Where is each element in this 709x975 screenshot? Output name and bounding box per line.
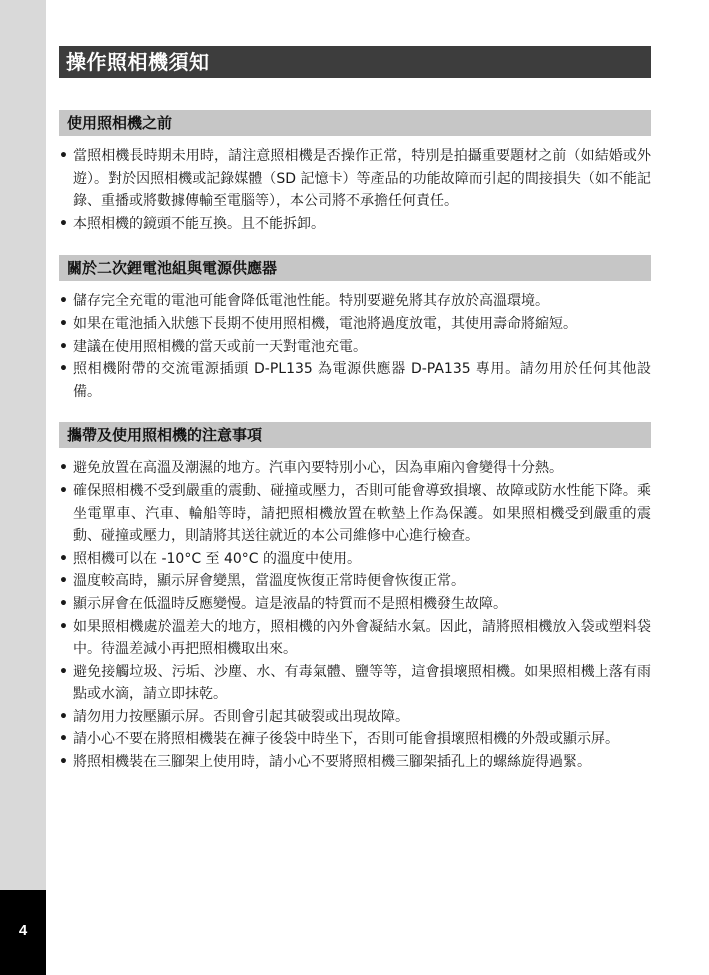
list-item-text: 當照相機長時期未用時，請注意照相機是否操作正常，特別是拍攝重要題材之前（如結婚或外遊）。對於因照相機或記錄媒體（SD 記憶卡）等產品的功能故障而引起的間接損失（如不能記錄、重播或將數據傳輸至電腦等），本公司將不承擔任何責任。	[73, 148, 651, 210]
list-item-text: 請勿用力按壓顯示屏。否則會引起其破裂或出現故障。	[73, 708, 409, 725]
section-carrying-and-using	[59, 422, 651, 773]
list-item: • 顯示屏會在低溫時反應變慢。這是液晶的特質而不是照相機發生故障。	[59, 595, 507, 612]
list-item: • 當照相機長時期未用時，請注意照相機是否操作正常，特別是拍攝重要題材之前（如結婚或外遊）。對於因照相機或記錄媒體（SD 記憶卡）等產品的功能故障而引起的間接損失（如不能記錄、重播或將數據傳輸至電腦等），本公司將不承擔任何責任。	[59, 148, 651, 210]
page-number: 4	[18, 922, 28, 939]
section-heading: 使用照相機之前	[59, 110, 651, 136]
section-heading: 攜帶及使用照相機的注意事項	[59, 422, 651, 448]
list-item-text: 如果在電池插入狀態下長期不使用照相機，電池將過度放電，其使用壽命將縮短。	[73, 315, 577, 332]
list-item-text: 照相機可以在 -10°C 至 40°C 的溫度中使用。	[73, 550, 362, 567]
list-item: • 避免放置在高溫及潮濕的地方。汽車內要特別小心，因為車廂內會變得十分熱。	[59, 460, 563, 477]
list-item: • 儲存完全充電的電池可能會降低電池性能。特別要避免將其存放於高溫環境。	[59, 293, 549, 310]
list-item: • 請小心不要在將照相機裝在褲子後袋中時坐下，否則可能會損壞照相機的外殼或顯示屏。	[59, 731, 619, 748]
list-item: • 如果照相機處於溫差大的地方，照相機的內外會凝結水氣。因此，請將照相機放入袋或塑料袋中。待溫差減小再把照相機取出來。	[59, 618, 651, 658]
list-item: • 溫度較高時，顯示屏會變黑，當溫度恢復正常時便會恢復正常。	[59, 573, 465, 590]
list-item-text: 照相機附帶的交流電源插頭 D-PL135 為電源供應器 D-PA135 專用。請勿用於任何其他設備。	[73, 361, 651, 400]
list-item-text: 儲存完全充電的電池可能會降低電池性能。特別要避免將其存放於高溫環境。	[73, 293, 549, 310]
list-item-text: 顯示屏會在低溫時反應變慢。這是液晶的特質而不是照相機發生故障。	[73, 595, 507, 612]
list-item-text: 確保照相機不受到嚴重的震動、碰撞或壓力，否則可能會導致損壞、故障或防水性能下降。乘坐電單車、汽車、輪船等時，請把照相機放置在軟墊上作為保護。如果照相機受到嚴重的震動、碰撞或壓力，則請將其送往就近的本公司維修中心進行檢查。	[73, 482, 651, 545]
section-heading: 關於二次鋰電池組與電源供應器	[59, 255, 651, 281]
list-item-text: 將照相機裝在三腳架上使用時，請小心不要將照相機三腳架插孔上的螺絲旋得過緊。	[73, 754, 591, 771]
list-item-text: 請小心不要在將照相機裝在褲子後袋中時坐下，否則可能會損壞照相機的外殼或顯示屏。	[73, 731, 619, 748]
bullet-list	[59, 290, 651, 403]
list-item: • 建議在使用照相機的當天或前一天對電池充電。	[59, 338, 367, 355]
list-item: • 確保照相機不受到嚴重的震動、碰撞或壓力，否則可能會導致損壞、故障或防水性能下降。乘坐電單車、汽車、輪船等時，請把照相機放置在軟墊上作為保護。如果照相機受到嚴重的震動、碰撞或壓力，則請將其送往就近的本公司維修中心進行檢查。	[59, 482, 651, 545]
bullet-list	[59, 145, 651, 235]
section-before-use	[59, 110, 651, 235]
bullet-list	[59, 457, 651, 773]
list-item-text: 本照相機的鏡頭不能互換。且不能拆卸。	[73, 215, 325, 232]
page-title: 操作照相機須知	[59, 46, 651, 78]
side-margin-strip	[0, 0, 46, 975]
list-item: • 照相機附帶的交流電源插頭 D-PL135 為電源供應器 D-PA135 專用。請勿用於任何其他設備。	[59, 361, 651, 400]
list-item: • 本照相機的鏡頭不能互換。且不能拆卸。	[59, 215, 325, 232]
list-item: • 如果在電池插入狀態下長期不使用照相機，電池將過度放電，其使用壽命將縮短。	[59, 315, 577, 332]
list-item-text: 避免接觸垃圾、污垢、沙塵、水、有毒氣體、鹽等等，這會損壞照相機。如果照相機上落有雨點或水滴，請立即抹乾。	[73, 663, 651, 703]
list-item-text: 溫度較高時，顯示屏會變黑，當溫度恢復正常時便會恢復正常。	[73, 573, 465, 590]
list-item-text: 建議在使用照相機的當天或前一天對電池充電。	[73, 338, 367, 355]
list-item-text: 避免放置在高溫及潮濕的地方。汽車內要特別小心，因為車廂內會變得十分熱。	[73, 460, 563, 477]
list-item: • 將照相機裝在三腳架上使用時，請小心不要將照相機三腳架插孔上的螺絲旋得過緊。	[59, 754, 591, 771]
list-item-text: 如果照相機處於溫差大的地方，照相機的內外會凝結水氣。因此，請將照相機放入袋或塑料袋中。待溫差減小再把照相機取出來。	[73, 618, 651, 658]
section-battery-and-adapter	[59, 255, 651, 403]
list-item: • 照相機可以在 -10°C 至 40°C 的溫度中使用。	[59, 550, 362, 567]
list-item: • 避免接觸垃圾、污垢、沙塵、水、有毒氣體、鹽等等，這會損壞照相機。如果照相機上落有雨點或水滴，請立即抹乾。	[59, 663, 651, 703]
list-item: • 請勿用力按壓顯示屏。否則會引起其破裂或出現故障。	[59, 708, 409, 725]
page-content	[59, 46, 651, 774]
